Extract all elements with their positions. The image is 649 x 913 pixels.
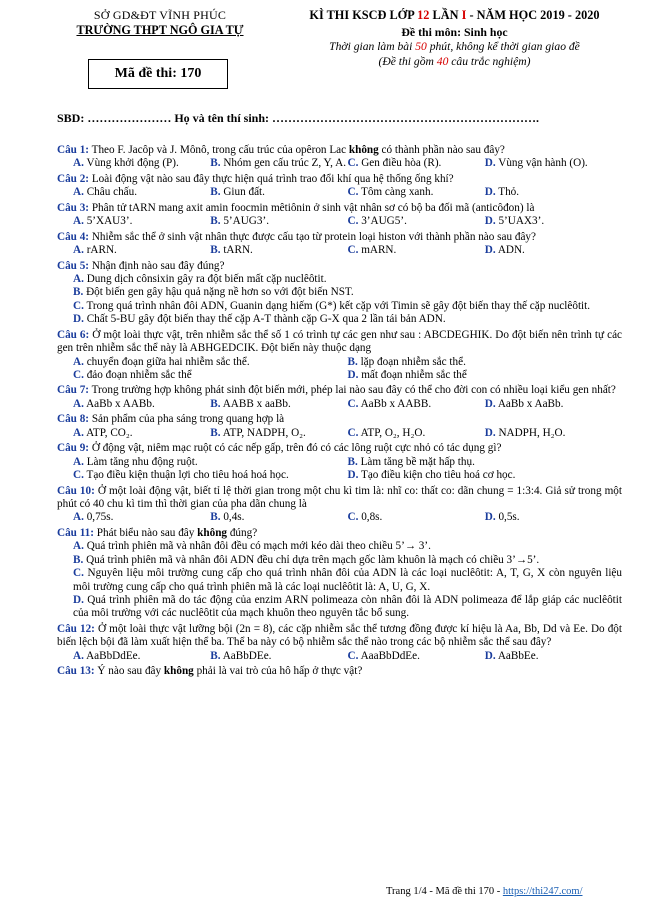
option-text: 5’AUG3’. [220, 215, 269, 228]
answer-option[interactable] [57, 273, 622, 286]
option-letter: B. [210, 397, 221, 410]
answer-option[interactable] [73, 356, 348, 369]
question-2 [57, 173, 622, 200]
answer-option[interactable] [485, 157, 622, 170]
option-text: 0,4s. [220, 511, 245, 524]
option-letter: D. [484, 397, 496, 410]
header-left [60, 8, 260, 38]
question-text: Trong trường hợp không phát sinh đột biến mới, phép lai nào sau đây có thể cho đời con có nhiều loại kiểu gen nhất? [89, 384, 616, 397]
option-text: rARN. [83, 244, 117, 257]
option-text: Dung dịch cônsixin gây ra đột biến mất cặp nuclêôtit. [83, 272, 327, 285]
answer-option[interactable] [73, 456, 348, 469]
option-letter: D. [347, 469, 359, 482]
answer-option[interactable] [73, 469, 348, 482]
question-1 [57, 144, 622, 171]
option-letter: A. [73, 455, 84, 468]
exam-subject: Đề thi môn: Sinh học [401, 24, 508, 39]
option-letter: D. [484, 649, 496, 662]
answer-option[interactable] [73, 157, 210, 170]
answer-option[interactable] [348, 369, 623, 382]
answer-option[interactable] [348, 469, 623, 482]
option-letter: C. [347, 397, 359, 410]
option-text: ADN. [495, 244, 525, 257]
question-number: Câu 3: [57, 201, 90, 214]
option-text: Quá trình phiên mã và nhân đôi ADN đều chỉ dựa trên mạch gốc làm khuôn là mạch có chiều 3’→5’. [83, 553, 540, 566]
question-number: Câu 13: [57, 665, 95, 678]
question-4 [57, 231, 622, 258]
exam-title-round: I [461, 8, 467, 22]
question-6 [57, 329, 622, 383]
exam-title-mid: LẦN [429, 8, 462, 22]
option-letter: A. [73, 649, 84, 662]
question-text: Loài động vật nào sau đây thực hiện quá trình trao đổi khí qua hệ thống ống khí? [89, 172, 454, 185]
option-text: Vùng vận hành (O). [495, 157, 588, 170]
question-text: Theo F. Jacôp và J. Mônô, trong cấu trúc của opêron Lac [89, 144, 349, 156]
question-text: Ở một loài động vật, biết tỉ lệ thời gian trong một chu kì tim là: nhĩ co: thất co: dãn chung = 1:3:4. Giả sử trong một phút có 40 chu kì tim thì thời gian của pha dãn chung là [57, 484, 622, 510]
answer-options [57, 273, 622, 327]
option-letter: A. [73, 157, 84, 170]
question-emphasis: không [197, 526, 228, 539]
option-letter: D. [484, 157, 496, 170]
question-8 [57, 413, 622, 440]
question-stem [57, 384, 622, 397]
option-text: mất đoạn nhiễm sắc thể [358, 369, 467, 381]
answer-option[interactable] [485, 427, 622, 440]
question-number: Câu 1: [57, 144, 90, 156]
footer-link[interactable]: https://thi247.com/ [502, 886, 583, 897]
question-number: Câu 9: [57, 442, 90, 455]
answer-options [57, 540, 622, 621]
option-text: Quá trình phiên mã và nhân đôi đều có mạch mới kéo dài theo chiều 5’→ 3’. [83, 540, 431, 553]
option-letter: B. [73, 286, 84, 299]
option-text: 5’UAX3’. [495, 215, 545, 228]
exam-title-pre: KÌ THI KSCĐ LỚP [309, 8, 418, 22]
duration-post: phút, không kể thời gian giao đề [426, 39, 580, 53]
option-text: Nhóm gen cấu trúc Z, Y, A. [220, 157, 347, 170]
option-text: đảo đoạn nhiễm sắc thể [83, 369, 192, 381]
answer-option[interactable] [348, 186, 485, 199]
question-text: Nhiễm sắc thể ở sinh vật nhân thực được cấu tạo từ protein loại histon với thành phần nào sau đây? [89, 230, 536, 243]
option-letter: C. [73, 369, 84, 381]
exam-note [262, 55, 647, 69]
option-letter: C. [73, 567, 84, 580]
option-text: Gen điều hòa (R). [358, 157, 442, 170]
answer-option[interactable] [348, 356, 623, 369]
option-letter: C. [347, 511, 359, 524]
answer-option[interactable] [210, 398, 347, 411]
option-letter: B. [210, 511, 221, 524]
answer-option[interactable] [210, 244, 347, 257]
school-name: TRƯỜNG THPT NGÔ GIA TỰ [76, 23, 244, 38]
question-12 [57, 623, 622, 663]
note-count: 40 [436, 54, 449, 68]
question-number: Câu 6: [57, 328, 90, 341]
option-letter: D. [484, 215, 496, 228]
option-letter: C. [347, 649, 359, 662]
question-text: Sản phẩm của pha sáng trong quang hợp là [89, 413, 285, 426]
option-text: 5’XAU3’. [83, 215, 133, 228]
question-text: Ở một loài thực vật lưỡng bội (2n = 8), các cặp nhiễm sắc thể tương đồng được kí hiệu là Aa, Bb, Dd và Ee. Do đột biến lệch bội đã làm xuất hiện thể ba. Thể ba này có bộ nhiễm sắc thể nào trong các bộ nhiễm sắc thể sau đây? [57, 622, 622, 649]
option-text: Tạo điều kiện thuận lợi cho tiêu hoá hoá học. [83, 469, 289, 482]
answer-option[interactable] [348, 427, 485, 440]
option-letter: C. [347, 157, 359, 170]
option-text: AaBb x AaBb. [495, 397, 564, 410]
option-letter: D. [484, 186, 496, 199]
option-letter: D. [484, 426, 496, 439]
question-stem [57, 413, 622, 426]
answer-options [57, 157, 622, 170]
exam-title [262, 8, 647, 23]
answer-options [57, 427, 622, 440]
option-letter: D. [484, 511, 496, 524]
question-text-end: phải là vai trò của hô hấp ở thực vật? [193, 665, 363, 678]
option-text: 0,8s. [358, 511, 383, 524]
option-letter: A. [73, 244, 84, 257]
question-text-end: đúng? [227, 526, 258, 539]
question-13 [57, 665, 622, 678]
question-number: Câu 7: [57, 384, 90, 397]
question-emphasis: không [163, 665, 194, 678]
answer-option[interactable] [57, 286, 622, 299]
question-10 [57, 485, 622, 525]
option-letter: D. [73, 594, 84, 606]
option-text: 0,5s. [495, 511, 520, 524]
answer-option[interactable] [73, 369, 348, 382]
option-text: Đột biến gen gây hậu quả nặng nề hơn so với đột biến NST. [83, 286, 354, 299]
answer-option[interactable] [485, 186, 622, 199]
option-text: AaBbEe. [495, 649, 539, 662]
option-text: Chất 5-BU gây đột biến thay thế cặp A-T thành cặp G-X qua 2 lần tái bản ADN. [83, 313, 446, 326]
option-letter: D. [484, 244, 496, 257]
question-text: Phân tử tARN mang axit amin foocmin mêtiônin ở sinh vật nhân sơ có bộ ba đối mã (anticôđon) là [89, 201, 535, 214]
duration-minutes: 50 [415, 39, 427, 53]
question-number: Câu 11: [57, 526, 94, 539]
exam-code-box: Mã đề thi: 170 [88, 59, 228, 89]
question-7 [57, 384, 622, 411]
question-text: Nhận định nào sau đây đúng? [89, 259, 225, 272]
option-letter: C. [347, 215, 359, 228]
option-text: Tôm càng xanh. [358, 186, 434, 199]
option-text: 3’AUG5’. [358, 215, 407, 228]
answer-options [57, 398, 622, 411]
option-text: Làm tăng bề mặt hấp thụ. [357, 455, 475, 468]
option-letter: A. [73, 511, 84, 524]
answer-option[interactable] [57, 554, 622, 567]
option-letter: C. [73, 299, 84, 312]
option-letter: B. [210, 426, 221, 439]
note-pre: (Đề thi gồm [378, 54, 437, 68]
option-text: ATP, CO₂. [83, 426, 133, 439]
option-text: Trong quá trình nhân đôi ADN, Guanin dạng hiếm (G*) kết cặp với Timin sẽ gây đột biến thay thế cặp nuclêôtit. [83, 299, 591, 312]
question-stem [57, 202, 622, 215]
question-list [57, 144, 622, 681]
option-text: AABB x aaBb. [220, 397, 291, 410]
question-stem [57, 173, 622, 186]
page-footer [386, 886, 583, 899]
question-stem [57, 442, 622, 455]
answer-option[interactable] [73, 398, 210, 411]
duration-pre: Thời gian làm bài [329, 39, 416, 53]
option-letter: B. [347, 455, 358, 468]
option-letter: B. [210, 215, 221, 228]
option-letter: B. [210, 157, 221, 170]
answer-options [57, 186, 622, 199]
answer-option[interactable] [210, 427, 347, 440]
answer-option[interactable] [348, 215, 485, 228]
option-text: chuyển đoạn giữa hai nhiễm sắc thể. [83, 355, 250, 368]
option-text: ATP, NADPH, O₂. [220, 426, 306, 439]
answer-options [57, 650, 622, 663]
question-number: Câu 4: [57, 230, 90, 243]
answer-option[interactable] [73, 427, 210, 440]
question-text: Ở một loài thực vật, trên nhiễm sắc thể số 1 có trình tự các gen như sau : ABCDEGHIK. Do đột biến nên trình tự các gen trên nhiễm sắc thể này là ABHGEDCIK. Đột biến này thuộc dạng [57, 328, 622, 355]
answer-option[interactable] [348, 398, 485, 411]
option-letter: A. [73, 272, 84, 285]
option-letter: C. [347, 244, 359, 257]
option-text: 0,75s. [83, 511, 114, 524]
question-stem [57, 144, 622, 157]
answer-options [57, 244, 622, 257]
option-letter: A. [73, 186, 84, 199]
question-number: Câu 12: [57, 622, 95, 635]
answer-option[interactable] [57, 540, 622, 553]
option-text: tARN. [220, 244, 253, 257]
question-text-end: có thành phần nào sau đây? [378, 144, 505, 156]
option-text: Làm tăng nhu động ruột. [83, 455, 198, 468]
answer-option[interactable] [348, 456, 623, 469]
option-letter: B. [210, 186, 221, 199]
option-text: AaBb x AABb. [83, 397, 155, 410]
option-letter: B. [210, 649, 221, 662]
answer-option[interactable] [73, 650, 210, 663]
answer-options [57, 356, 622, 383]
option-text: Nguyên liệu môi trường cung cấp cho quá trình nhân đôi của ADN là các loại nuclêôtit: A, T, G, X còn nguyên liệu môi trường cung cấp cho quá trình phiên mã là các loại nuclêôtit là: A, U, G, X. [73, 567, 622, 593]
answer-option[interactable] [57, 300, 622, 313]
option-letter: D. [73, 313, 84, 326]
option-text: Tạo điều kiện cho tiêu hoá cơ học. [358, 469, 516, 482]
answer-options [57, 511, 622, 524]
option-letter: B. [210, 244, 221, 257]
option-letter: A. [73, 540, 84, 553]
exam-title-grade: 12 [417, 8, 430, 22]
option-letter: B. [73, 553, 84, 566]
option-letter: A. [73, 397, 84, 410]
option-text: mARN. [358, 244, 397, 257]
question-text: Phát biểu nào sau đây [94, 526, 198, 539]
answer-option[interactable] [57, 313, 622, 326]
note-post: câu trắc nghiệm) [448, 54, 531, 68]
question-stem [57, 329, 622, 356]
option-text: Vùng khởi động (P). [83, 157, 179, 170]
answer-option[interactable] [210, 186, 347, 199]
answer-option[interactable] [348, 244, 485, 257]
option-text: AaBbDdEe. [83, 649, 141, 662]
answer-option[interactable] [73, 186, 210, 199]
option-letter: A. [73, 426, 84, 439]
option-text: Quá trình phiên mã do tác động của enzim ARN polimeaza còn nhân đôi là ADN polimeaza để lắp giáp các nuclêôtit của môi trường với các nuclêôtit của mạch khuôn theo nguyên tắc bổ sung. [73, 594, 622, 620]
option-text: Giun đất. [220, 186, 265, 199]
question-5 [57, 260, 622, 327]
exam-duration [262, 40, 647, 54]
question-stem [57, 623, 622, 650]
option-text: AaBb x AABB. [358, 397, 432, 410]
option-letter: D. [347, 369, 359, 381]
question-stem [57, 485, 622, 512]
option-text: NADPH, H₂O. [495, 426, 566, 439]
answer-option[interactable] [210, 511, 347, 524]
answer-option[interactable] [210, 650, 347, 663]
answer-options [57, 215, 622, 228]
option-letter: C. [347, 186, 359, 199]
answer-option[interactable] [348, 650, 485, 663]
question-11 [57, 527, 622, 621]
question-stem [57, 527, 622, 540]
answer-option[interactable] [485, 511, 622, 524]
question-3 [57, 202, 622, 229]
option-letter: A. [73, 215, 84, 228]
answer-option[interactable] [73, 511, 210, 524]
exam-title-post: - NĂM HỌC 2019 - 2020 [466, 8, 600, 22]
option-letter: A. [73, 355, 84, 368]
answer-option[interactable] [210, 157, 347, 170]
option-text: AaBbDEe. [220, 649, 272, 662]
footer-text: Trang 1/4 - Mã đề thi 170 - [386, 886, 503, 897]
option-text: lặp đoạn nhiễm sắc thể. [357, 355, 466, 368]
answer-option[interactable] [73, 215, 210, 228]
option-letter: C. [347, 426, 359, 439]
question-stem [57, 260, 622, 273]
answer-option[interactable] [57, 567, 622, 594]
answer-option[interactable] [210, 215, 347, 228]
header-right [262, 8, 647, 69]
answer-option[interactable] [348, 511, 485, 524]
answer-option[interactable] [485, 398, 622, 411]
question-emphasis: không [348, 144, 379, 156]
option-text: ATP, O₂, H₂O. [358, 426, 426, 439]
question-stem [57, 665, 622, 678]
option-text: Thỏ. [495, 186, 520, 199]
answer-option[interactable] [348, 157, 485, 170]
question-stem [57, 231, 622, 244]
answer-option[interactable] [485, 215, 622, 228]
question-text: Ý nào sau đây [94, 665, 164, 678]
option-letter: C. [73, 469, 84, 482]
option-text: Châu chấu. [83, 186, 138, 199]
answer-option[interactable] [57, 594, 622, 621]
question-text: Ở động vật, niêm mạc ruột có các nếp gấp, trên đó có các lông ruột cực nhỏ có tác dụng gì? [89, 442, 502, 455]
question-number: Câu 10: [57, 484, 95, 497]
option-letter: B. [347, 355, 358, 368]
answer-option[interactable] [73, 244, 210, 257]
answer-option[interactable] [485, 244, 622, 257]
question-number: Câu 2: [57, 172, 90, 185]
answer-options [57, 456, 622, 483]
question-number: Câu 5: [57, 259, 90, 272]
option-text: AaaBbDdEe. [358, 649, 420, 662]
question-number: Câu 8: [57, 413, 90, 426]
candidate-info-line: SBD: ………………… Họ và tên thí sinh: …………………………………………………………. [57, 111, 540, 125]
department-name: SỞ GD&ĐT VĨNH PHÚC [93, 8, 227, 22]
answer-option[interactable] [485, 650, 622, 663]
question-9 [57, 442, 622, 482]
